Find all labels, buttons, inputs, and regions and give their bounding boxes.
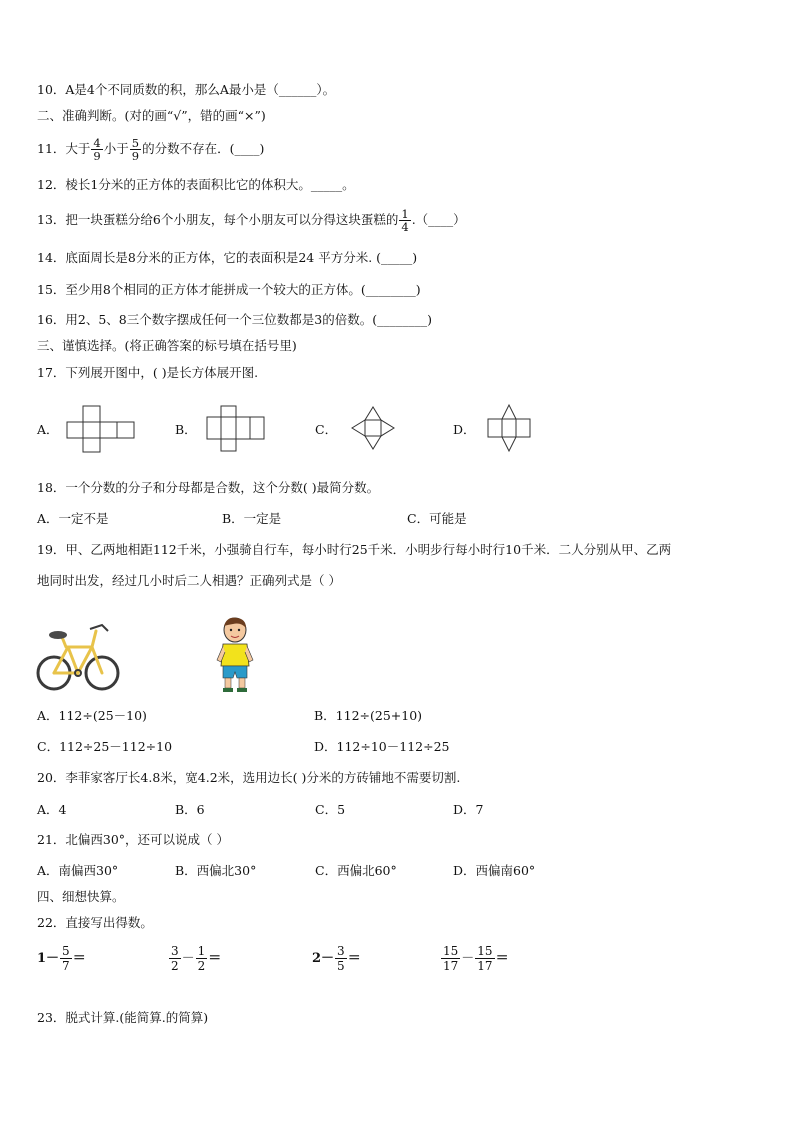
- fraction-3-2: $\frac{3}{2}$: [171, 944, 179, 973]
- question-12: 12．棱长1分米的正方体的表面积比它的体积大。_____。: [37, 177, 355, 192]
- fraction-15-17-a: $\frac{15}{17}$: [443, 944, 459, 973]
- q20-option-c: C．5: [315, 802, 346, 817]
- net-d-figure: [486, 403, 532, 453]
- expression-2: $\frac{3}{2}$ － $\frac{1}{2}$ ＝: [171, 944, 222, 973]
- question-16: 16．用2、5、8三个数字摆成任何一个三位数都是3的倍数。(________): [37, 312, 432, 327]
- q11-prefix: 11．大于: [37, 141, 91, 156]
- section-2-heading: 二、准确判断。(对的画“√”，错的画“×”): [37, 108, 266, 123]
- question-10: 10．A是4个不同质数的积，那么A最小是（______）。: [37, 82, 336, 97]
- q20-option-d: D．7: [453, 802, 484, 817]
- q21-option-b: B．西偏北30°: [175, 863, 257, 878]
- q17-option-c-label: C．: [315, 422, 338, 437]
- q19-option-b: B．112÷(25+10): [314, 708, 423, 723]
- q17-option-d-label: D．: [453, 422, 476, 437]
- q19-option-c: C．112÷25－112÷10: [37, 739, 173, 754]
- section-4-heading: 四、细想快算。: [37, 889, 125, 904]
- fraction-1-4: $\frac{1}{4}$: [401, 207, 409, 234]
- question-22: 22．直接写出得数。: [37, 915, 153, 930]
- q20-option-b: B．6: [175, 802, 205, 817]
- q20-option-a: A．4: [37, 802, 67, 817]
- question-19-line-2: 地同时出发，经过几小时后二人相遇？正确列式是（ ）: [37, 573, 341, 588]
- question-17: 17．下列展开图中，( )是长方体展开图.: [37, 365, 259, 380]
- q21-option-c: C．西偏北60°: [315, 863, 397, 878]
- fraction-5-9: $\frac{5}{9}$: [131, 136, 140, 163]
- q19-option-d: D．112÷10－112÷25: [314, 739, 450, 754]
- question-23: 23．脱式计算.(能简算.的简算): [37, 1010, 209, 1025]
- question-20: 20．李菲家客厅长4.8米，宽4.2米，选用边长( )分米的方砖铺地不需要切割.: [37, 770, 461, 785]
- question-19-line-1: 19．甲、乙两地相距112千米，小强骑自行车，每小时行25千米．小明步行每小时行10千米．二人分别从甲、乙两: [37, 542, 672, 557]
- q18-option-a: A．一定不是: [37, 511, 109, 526]
- net-c-figure: [350, 405, 396, 451]
- fraction-1-2: $\frac{1}{2}$: [197, 944, 206, 973]
- question-14: 14．底面周长是8分米的正方体，它的表面积是24 平方分米. (_____): [37, 250, 418, 265]
- q17-option-b-label: B．: [175, 422, 197, 437]
- net-b-figure: [206, 405, 266, 453]
- question-11: [37, 134, 264, 164]
- section-3-heading: 三、谨慎选择。(将正确答案的标号填在括号里): [37, 338, 297, 353]
- q18-option-b: B．一定是: [222, 511, 282, 526]
- question-21: 21．北偏西30°，还可以说成（ ）: [37, 832, 230, 847]
- q21-option-a: A．南偏西30°: [37, 863, 119, 878]
- question-15: 15．至少用8个相同的正方体才能拼成一个较大的正方体。(________): [37, 282, 421, 297]
- q13-prefix: 13．把一块蛋糕分给6个小朋友，每个小朋友可以分得这块蛋糕的: [37, 212, 399, 227]
- bicycle-icon: [36, 617, 122, 695]
- expression-1: 1－ $\frac{5}{7}$ ＝: [37, 944, 86, 973]
- q18-option-c: C．可能是: [407, 511, 467, 526]
- q19-option-a: A．112÷(25－10): [37, 708, 147, 723]
- expression-4: $\frac{15}{17}$ － $\frac{15}{17}$ ＝: [443, 944, 509, 973]
- q21-option-d: D．西偏南60°: [453, 863, 536, 878]
- q11-suffix: 的分数不存在．(____): [142, 141, 265, 156]
- question-13: [37, 205, 466, 235]
- q11-middle: 小于: [103, 141, 129, 156]
- q13-suffix: .（____）: [411, 212, 466, 227]
- q17-option-a-label: A．: [37, 422, 59, 437]
- expression-3: 2－ $\frac{3}{5}$ ＝: [312, 944, 361, 973]
- net-a-figure: [66, 405, 138, 453]
- fraction-4-9: $\frac{4}{9}$: [93, 136, 101, 163]
- fraction-15-17-b: $\frac{15}{17}$: [477, 944, 493, 973]
- boy-icon: [215, 616, 255, 694]
- fraction-5-7: $\frac{5}{7}$: [62, 944, 70, 973]
- question-18: 18．一个分数的分子和分母都是合数，这个分数( )最简分数。: [37, 480, 380, 495]
- fraction-3-5: $\frac{3}{5}$: [337, 944, 345, 973]
